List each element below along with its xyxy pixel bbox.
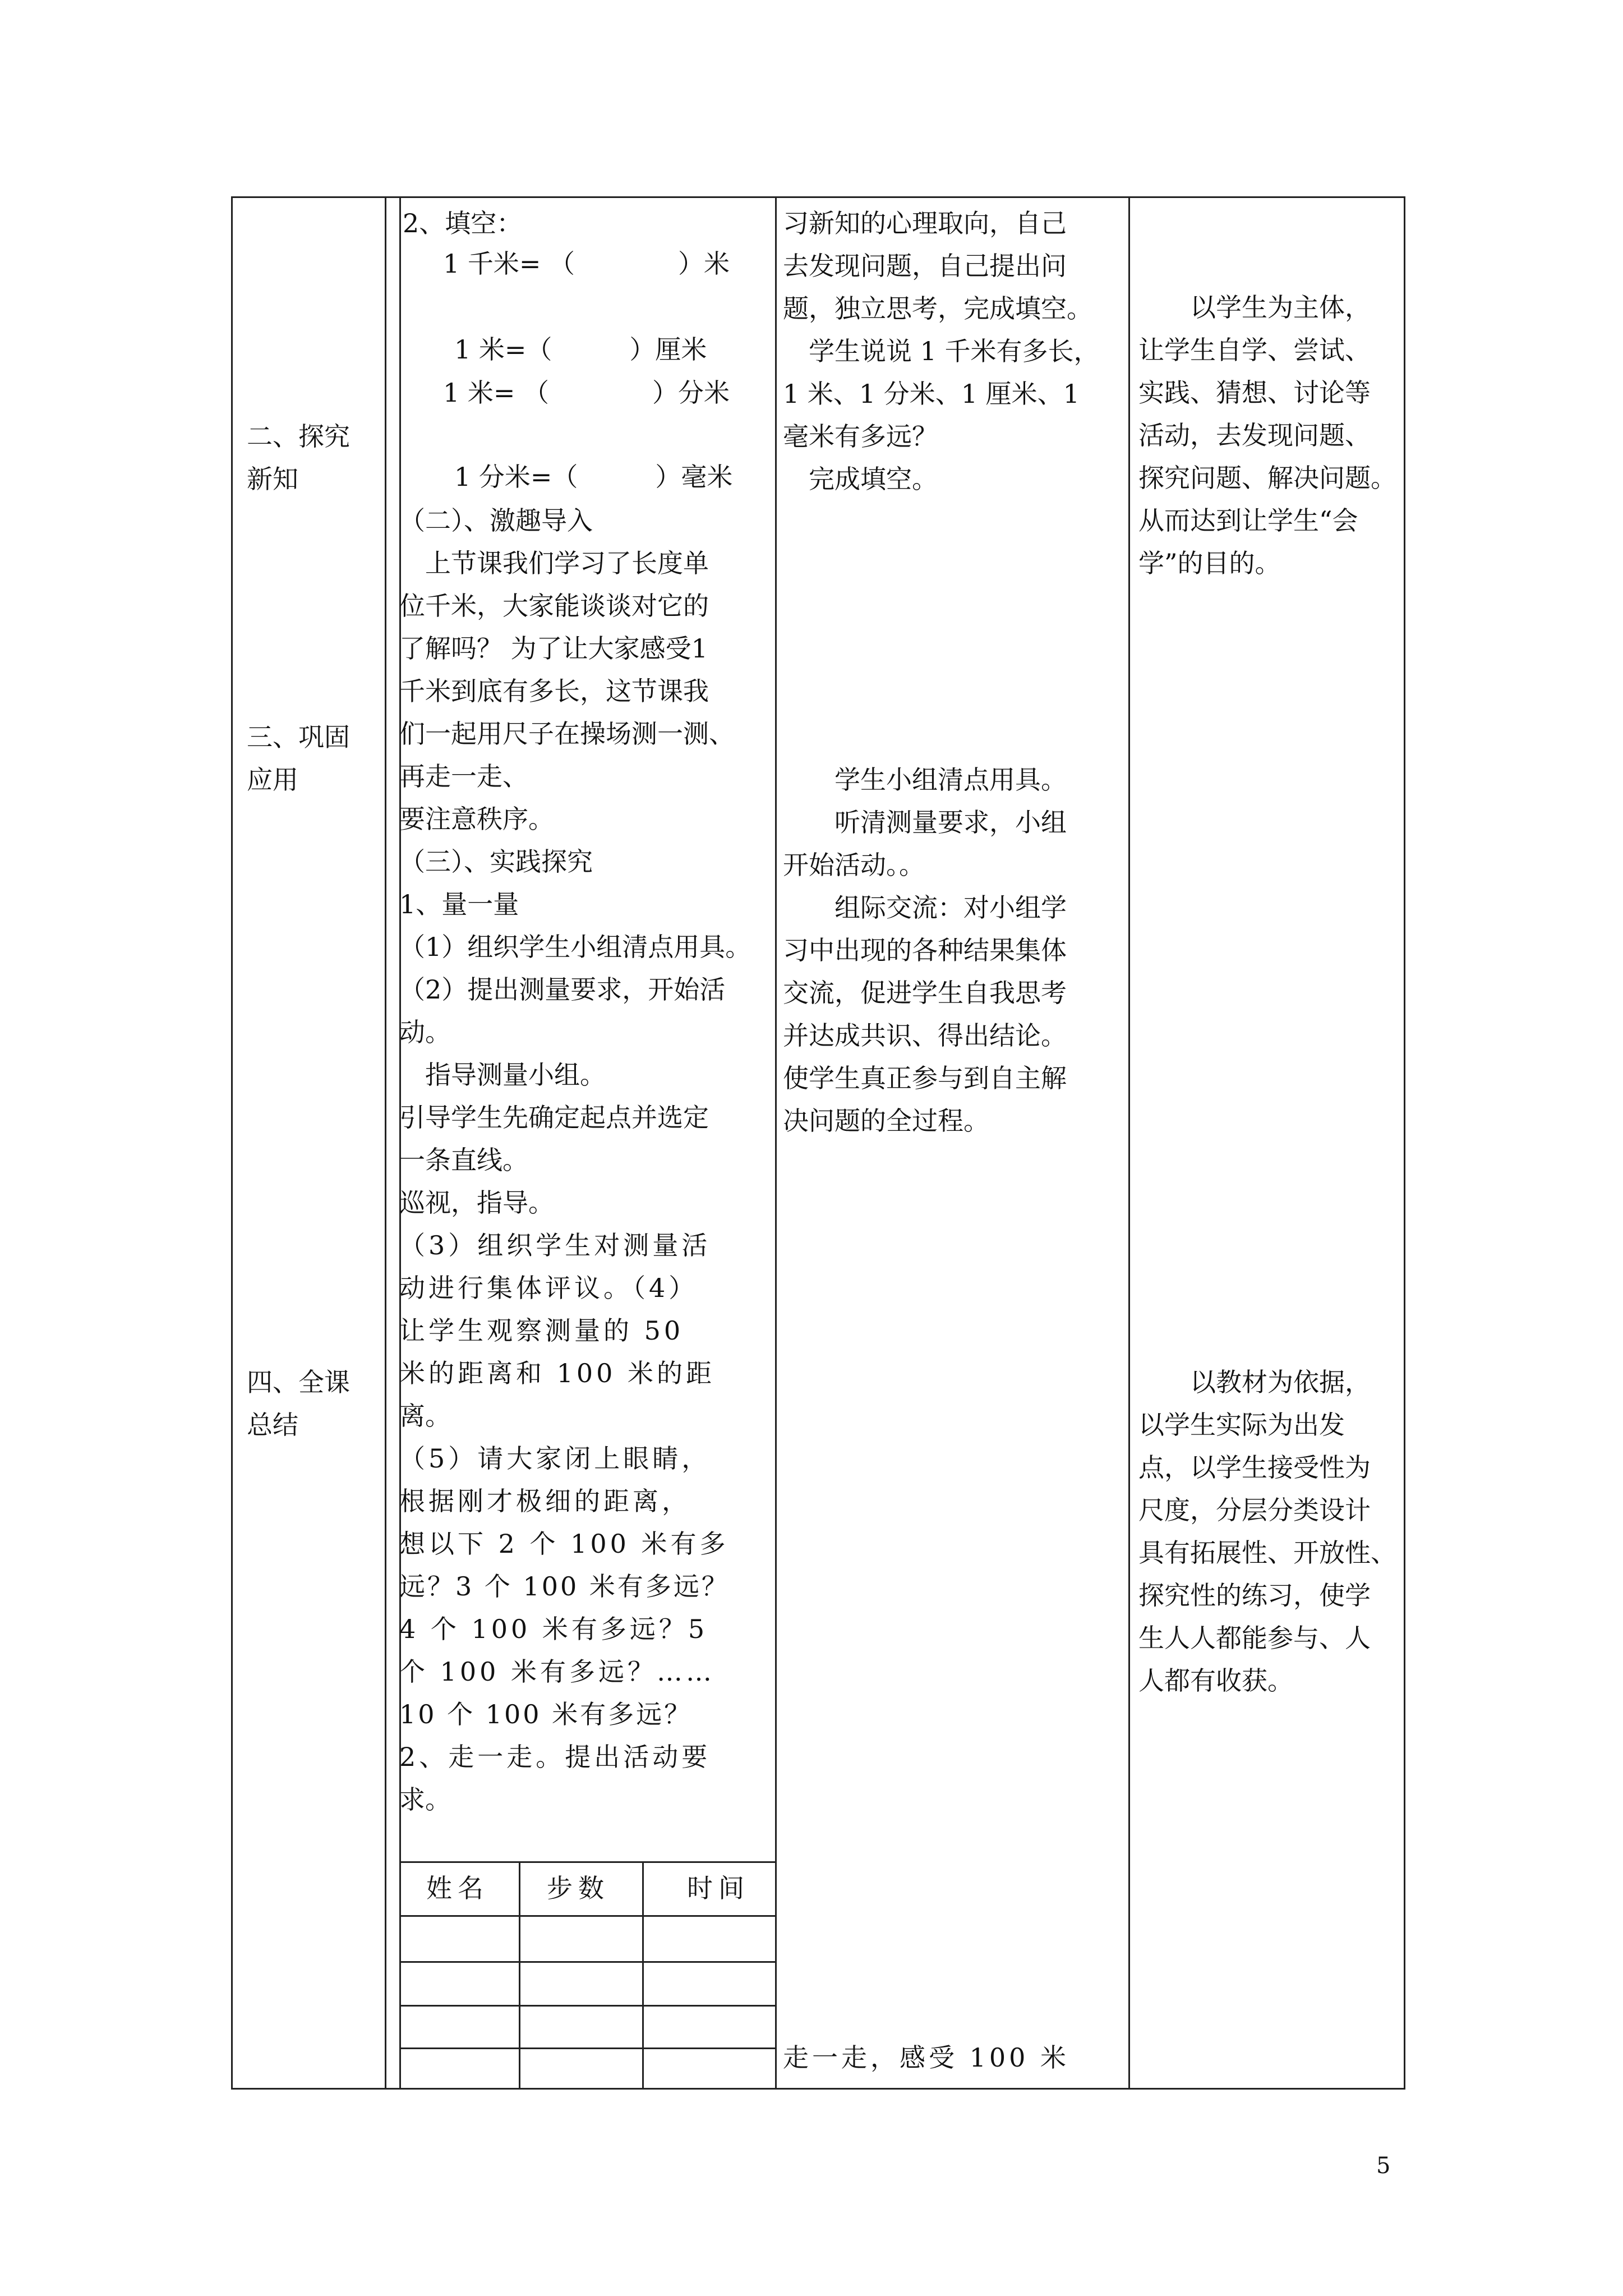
teacher-line: 个 100 米有多远？……	[399, 1657, 716, 1687]
teacher-line: 2、走一走。提出活动要	[399, 1742, 711, 1772]
intent-line: 以学生实际为出发	[1138, 1410, 1345, 1440]
teacher-line: 4 个 100 米有多远？5	[399, 1614, 708, 1644]
intent-line: 让学生自学、尝试、	[1138, 335, 1371, 365]
intent-line: 从而达到让学生“会	[1138, 505, 1358, 536]
intent-line: 点，以学生接受性为	[1138, 1452, 1371, 1483]
record-table-row-2	[399, 1961, 776, 1963]
teacher-line: （5）请大家闭上眼睛，	[399, 1443, 711, 1474]
student-line: 学生小组清点用具。	[783, 765, 1067, 795]
student-line: 学生说说 1 千米有多长，	[783, 336, 1100, 366]
column-divider-1	[385, 196, 386, 2090]
record-header-name: 姓名	[426, 1873, 489, 1903]
record-table-top	[399, 1861, 776, 1863]
design-intent-block-1	[1138, 286, 1396, 585]
student-line: 交流，促进学生自我思考	[783, 978, 1067, 1008]
record-table-row-3	[399, 2005, 776, 2007]
teacher-line: 10 个 100 米有多远？	[399, 1699, 693, 1729]
fill-title: 2、填空：	[403, 208, 523, 238]
student-line: 毫米有多远？	[783, 421, 938, 452]
student-line: 听清测量要求，小组	[783, 807, 1067, 838]
stage-consolidate-line-2: 应用	[247, 765, 298, 795]
table-top-border	[231, 196, 1405, 198]
teacher-line: 要注意秩序。	[399, 804, 554, 834]
teacher-line: 动进行集体评议。（4）	[399, 1273, 698, 1303]
student-line: 习新知的心理取向，自己	[783, 208, 1067, 238]
student-line: 题，独立思考，完成填空。	[783, 293, 1092, 324]
student-line: 开始活动。。	[783, 850, 925, 880]
fill-item-dm: 1 米= （ ）分米	[443, 378, 730, 408]
teacher-line: 位千米，大家能谈谈对它的	[399, 591, 709, 621]
student-line: 去发现问题，自己提出问	[783, 251, 1067, 281]
column-divider-2	[775, 196, 777, 2090]
column-divider-3	[1128, 196, 1130, 2090]
intent-line: 具有拓展性、开放性、	[1138, 1538, 1396, 1568]
stage-consolidate	[247, 716, 350, 801]
intent-line: 探究性的练习，使学	[1138, 1580, 1371, 1611]
page-number: 5	[1376, 2153, 1391, 2179]
teacher-line: 求。	[399, 1784, 451, 1815]
intent-line: 探究问题、解决问题。	[1138, 463, 1396, 493]
intent-line: 以学生为主体，	[1138, 292, 1371, 323]
stage-summary	[247, 1361, 350, 1446]
teacher-line: 让学生观察测量的 50	[399, 1315, 684, 1346]
intent-line: 人都有收获。	[1138, 1665, 1293, 1696]
teacher-line: 千米到底有多长，这节课我	[399, 676, 709, 706]
stage-consolidate-line-1: 三、巩固	[247, 722, 350, 752]
teacher-line: 了解吗？ 为了让大家感受1	[399, 633, 708, 664]
teacher-line: 指导测量小组。	[399, 1060, 606, 1090]
teacher-line: 离。	[399, 1401, 451, 1431]
student-activity-block-1	[783, 202, 1100, 500]
intent-line: 生人人都能参与、人	[1138, 1623, 1371, 1653]
student-activity-block-2	[783, 758, 1067, 1142]
teacher-line: 一条直线。	[399, 1145, 528, 1175]
teacher-line: 引导学生先确定起点并选定	[399, 1102, 709, 1133]
teacher-line: 远？3 个 100 米有多远？	[399, 1571, 730, 1602]
table-right-border	[1404, 196, 1405, 2090]
teacher-line: （1）组织学生小组清点用具。	[399, 932, 751, 962]
teacher-line: 再走一走、	[399, 761, 528, 792]
stage-explore	[247, 415, 350, 500]
teacher-line: 想以下 2 个 100 米有多	[399, 1529, 729, 1559]
intent-line: 实践、猜想、讨论等	[1138, 378, 1371, 408]
stage-summary-line-2: 总结	[247, 1410, 298, 1440]
teacher-line: 上节课我们学习了长度单	[399, 548, 709, 578]
intent-line: 学”的目的。	[1138, 548, 1281, 578]
student-line: 习中出现的各种结果集体	[783, 935, 1067, 965]
teacher-line: 1、量一量	[399, 889, 519, 919]
design-intent-block-2	[1138, 1361, 1396, 1702]
record-table-col-2	[642, 1861, 644, 2088]
student-activity-bottom: 走一走，感受 100 米	[783, 2042, 1070, 2073]
teacher-line: （二）、激趣导入	[399, 505, 593, 536]
stage-summary-line-1: 四、全课	[247, 1367, 350, 1397]
fill-item-cm: 1 米=（ ）厘米	[454, 334, 707, 365]
intent-line: 活动，去发现问题、	[1138, 420, 1371, 450]
teacher-line: （3）组织学生对测量活	[399, 1230, 711, 1260]
student-line: 1 米、1 分米、1 厘米、1	[783, 379, 1080, 409]
table-bottom-border	[231, 2088, 1405, 2090]
stage-explore-line-2: 新知	[247, 464, 298, 494]
teacher-line: 巡视，指导。	[399, 1188, 554, 1218]
student-line: 决问题的全过程。	[783, 1106, 989, 1136]
fill-item-km: 1 千米= （ ）米	[443, 249, 730, 279]
teacher-line: （2）提出测量要求，开始活	[399, 974, 726, 1005]
teacher-activity-text	[399, 499, 751, 1821]
student-line: 并达成共识、得出结论。	[783, 1020, 1067, 1051]
teacher-line: 米的距离和 100 米的距	[399, 1358, 716, 1388]
teacher-line: 根据刚才极细的距离，	[399, 1486, 691, 1516]
record-table-col-1	[519, 1861, 520, 2088]
student-line: 使学生真正参与到自主解	[783, 1063, 1067, 1093]
table-left-border	[231, 196, 233, 2090]
teacher-line: 动。	[399, 1017, 451, 1047]
intent-line: 以教材为依据，	[1138, 1367, 1371, 1397]
record-header-time: 时间	[687, 1873, 750, 1903]
student-line: 完成填空。	[783, 464, 938, 494]
teacher-line: 们一起用尺子在操场测一测、	[399, 719, 735, 749]
stage-explore-line-1: 二、探究	[247, 421, 350, 452]
student-line: 组际交流：对小组学	[783, 892, 1067, 923]
intent-line: 尺度，分层分类设计	[1138, 1495, 1371, 1525]
record-table-row-1	[399, 1915, 776, 1917]
record-table-row-4	[399, 2047, 776, 2049]
record-header-steps: 步数	[547, 1873, 610, 1903]
fill-item-mm: 1 分米=（ ）毫米	[454, 462, 733, 492]
teacher-line: （三）、实践探究	[399, 846, 593, 877]
